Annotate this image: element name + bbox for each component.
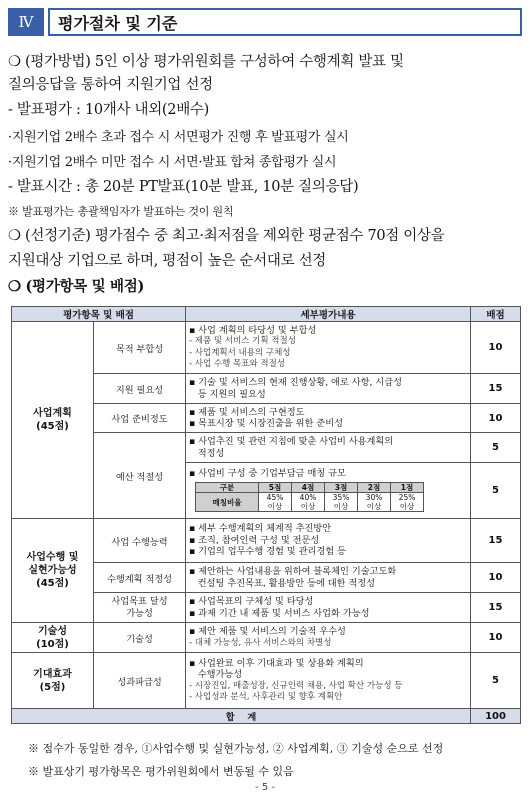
category-technology: 기술성 (10점) bbox=[12, 623, 94, 653]
detail-capability bbox=[186, 519, 471, 563]
presentation-time: - 발표시간 : 총 20분 PT발표(10분 발표, 10분 질의응답) bbox=[8, 179, 359, 195]
detail-sub: - 사업계획서 내용의 구체성 bbox=[189, 347, 291, 358]
presentation-eval: - 발표평가 : 10개사 내외(2배수) bbox=[8, 102, 209, 118]
page-number: - 5 - bbox=[255, 782, 275, 793]
detail-budget-plan bbox=[186, 433, 471, 463]
detail-text: ▪ 과제 기간 내 제품 및 서비스 사업화 가능성 bbox=[189, 607, 370, 619]
matching-header: 3점 bbox=[325, 483, 358, 493]
item-purpose: 목적 부합성 bbox=[94, 322, 186, 374]
section-number: Ⅳ bbox=[8, 8, 44, 36]
score-budget-plan: 5 bbox=[471, 433, 521, 463]
score-impact: 5 bbox=[471, 653, 521, 709]
matching-header: 1점 bbox=[391, 483, 424, 493]
item-technology: 기술성 bbox=[94, 623, 186, 653]
note-tie: ※ 점수가 동일한 경우, ①사업수행 및 실현가능성, ② 사업계획, ③ 기술성 순으로 선정 bbox=[28, 742, 444, 755]
bullet-under: ·지원기업 2배수 미만 접수 시 서면·발표 합쳐 종합평가 실시 bbox=[8, 155, 337, 170]
score-purpose: 10 bbox=[471, 322, 521, 374]
detail-text: 적정성 bbox=[189, 447, 225, 459]
score-goal: 15 bbox=[471, 593, 521, 623]
detail-text: ▪ 기술 및 서비스의 현재 진행상황, 애로 사항, 시급성 bbox=[189, 377, 402, 388]
detail-text: ▪ 목표시장 및 시장진출을 위한 준비성 bbox=[189, 418, 343, 429]
matching-value: 45% 이상 bbox=[259, 493, 292, 512]
detail-impact bbox=[186, 653, 471, 709]
score-capability: 15 bbox=[471, 519, 521, 563]
score-readiness: 10 bbox=[471, 404, 521, 433]
items-heading: ❍ (평가항목 및 배점) bbox=[8, 278, 145, 295]
detail-text: ▪ 사업 계획의 타당성 및 부합성 bbox=[189, 324, 317, 336]
header-score: 배점 bbox=[471, 307, 521, 322]
detail-readiness bbox=[186, 404, 471, 433]
detail-goal bbox=[186, 593, 471, 623]
detail-text: ▪ 제안하는 사업내용을 위하여 블록체인 기술고도화 bbox=[189, 566, 397, 577]
detail-sub: - 제품 및 서비스 기획 적절성 bbox=[189, 336, 296, 346]
section-header bbox=[8, 8, 522, 36]
matching-value: 25% 이상 bbox=[391, 493, 424, 512]
detail-text: 수행가능성 bbox=[189, 669, 243, 680]
detail-text: ▪ 기업의 업무수행 경험 및 관리경험 등 bbox=[189, 546, 346, 558]
detail-sub: - 대체 가능성, 유사 서비스와의 차별성 bbox=[189, 637, 332, 648]
matching-value: 30% 이상 bbox=[358, 493, 391, 512]
item-goal: 사업목표 달성 가능성 bbox=[94, 593, 186, 623]
item-need: 지원 필요성 bbox=[94, 374, 186, 404]
evaluation-table bbox=[11, 306, 521, 724]
note-change: ※ 발표상기 평가항목은 평가위원회에서 변동될 수 있음 bbox=[28, 765, 294, 778]
matching-header: 구분 bbox=[196, 483, 259, 493]
detail-technology bbox=[186, 623, 471, 653]
detail-text: ▪ 사업목표의 구체성 및 타당성 bbox=[189, 596, 314, 607]
detail-text: ▪ 제품 및 서비스의 구현정도 bbox=[189, 406, 305, 418]
matching-header: 4점 bbox=[292, 483, 325, 493]
section-title: 평가절차 및 기준 bbox=[48, 8, 522, 36]
score-matching: 5 bbox=[471, 463, 521, 519]
presentation-note: ※ 발표평가는 총괄책임자가 발표하는 것이 원칙 bbox=[8, 205, 234, 218]
matching-header: 2점 bbox=[358, 483, 391, 493]
matching-value: 40% 이상 bbox=[292, 493, 325, 512]
header-item: 평가항목 및 배점 bbox=[12, 307, 186, 322]
detail-matching bbox=[186, 463, 471, 519]
method-line-2: 질의응답을 통하여 지원기업 선정 bbox=[8, 77, 213, 93]
category-business-plan: 사업계획 (45점) bbox=[12, 322, 94, 519]
criteria-line-1: ❍ (선정기준) 평가점수 중 최고·최저점을 제외한 평균점수 70점 이상을 bbox=[8, 228, 445, 244]
item-impact: 성과파급성 bbox=[94, 653, 186, 709]
detail-sub: - 사업 수행 목표와 적절성 bbox=[189, 359, 286, 369]
bullet-over: ·지원기업 2배수 초과 접수 시 서면평가 진행 후 발표평가 실시 bbox=[8, 130, 349, 145]
detail-text: 컨설팅 추진목표, 활용방안 등에 대한 적정성 bbox=[189, 577, 376, 589]
detail-sub: - 시장진입, 매출성장, 신규인력 채용, 사업 확산 가능성 등 bbox=[189, 680, 403, 691]
matching-value: 35% 이상 bbox=[325, 493, 358, 512]
detail-text: ▪ 조직, 참여인력 구성 및 전문성 bbox=[189, 534, 320, 546]
score-technology: 10 bbox=[471, 623, 521, 653]
header-detail: 세부평가내용 bbox=[186, 307, 471, 322]
detail-text: 등 지원의 필요성 bbox=[189, 388, 266, 400]
detail-text: ▪ 사업완료 이후 기대효과 및 상용화 계획의 bbox=[189, 657, 364, 669]
detail-need bbox=[186, 374, 471, 404]
detail-text: ▪ 사업추진 및 관련 지침에 맞춘 사업비 사용계획의 bbox=[189, 436, 394, 447]
total-score: 100 bbox=[471, 709, 521, 724]
matching-label: 매칭비율 bbox=[196, 493, 259, 512]
detail-purpose bbox=[186, 322, 471, 374]
matching-header: 5점 bbox=[259, 483, 292, 493]
score-need: 15 bbox=[471, 374, 521, 404]
item-readiness: 사업 준비정도 bbox=[94, 404, 186, 433]
item-plan-fit: 수행계획 적정성 bbox=[94, 563, 186, 593]
detail-text: ▪ 세부 수행계획의 체계적 추진방안 bbox=[189, 523, 332, 535]
detail-text: ▪ 제안 제품 및 서비스의 기술적 우수성 bbox=[189, 626, 346, 637]
detail-text: ▪ 사업비 구성 중 기업부담금 매칭 규모 bbox=[189, 467, 346, 479]
item-budget: 예산 적절성 bbox=[94, 433, 186, 519]
category-effect: 기대효과 (5점) bbox=[12, 653, 94, 709]
total-label: 합 계 bbox=[12, 709, 471, 724]
criteria-line-2: 지원대상 기업으로 하며, 평점이 높은 순서대로 선정 bbox=[8, 253, 327, 269]
method-line-1: ❍ (평가방법) 5인 이상 평가위원회를 구성하여 수행계획 발표 및 bbox=[8, 54, 404, 70]
matching-table bbox=[195, 482, 424, 512]
score-plan-fit: 10 bbox=[471, 563, 521, 593]
item-capability: 사업 수행능력 bbox=[94, 519, 186, 563]
detail-plan-fit bbox=[186, 563, 471, 593]
detail-sub: - 사업성과 분석, 사후관리 및 향후 계획안 bbox=[189, 692, 343, 702]
category-execution: 사업수행 및 실현가능성 (45점) bbox=[12, 519, 94, 623]
